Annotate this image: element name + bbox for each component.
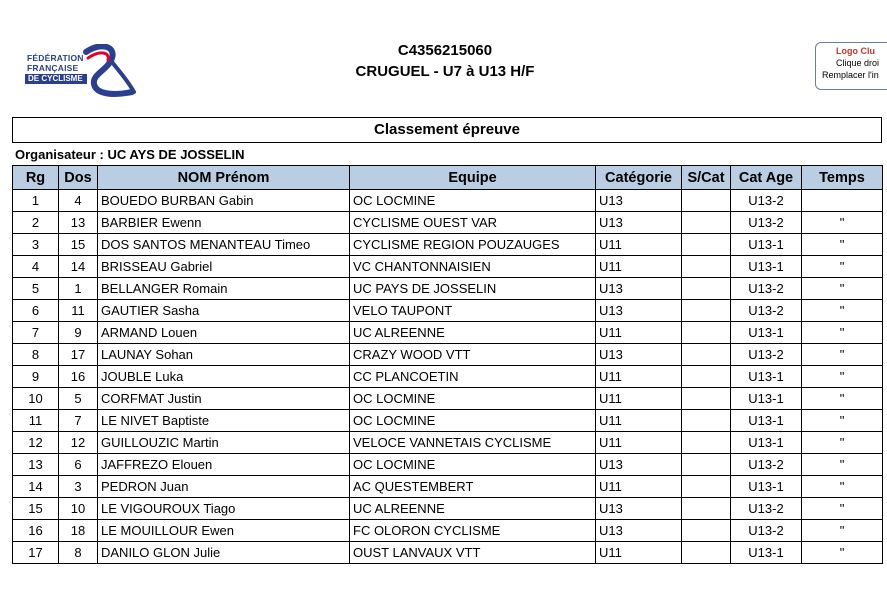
cell-cat-age: U13-2 xyxy=(731,190,802,212)
cell-category: U11 xyxy=(596,542,682,564)
cell-category: U11 xyxy=(596,432,682,454)
cell-team: UC PAYS DE JOSSELIN xyxy=(350,278,596,300)
cell-name: GUILLOUZIC Martin xyxy=(98,432,350,454)
race-code: C4356215060 xyxy=(397,42,493,59)
cell-name: BARBIER Ewenn xyxy=(98,212,350,234)
cell-bib: 10 xyxy=(59,498,98,520)
cell-bib: 17 xyxy=(59,344,98,366)
col-header-category: Catégorie xyxy=(596,166,682,190)
cell-rank: 17 xyxy=(13,542,59,564)
cell-cat-age: U13-1 xyxy=(731,432,802,454)
cell-name: JOUBLE Luka xyxy=(98,366,350,388)
cell-team: OC LOCMINE xyxy=(350,388,596,410)
cell-time: " xyxy=(802,432,883,454)
table-row xyxy=(13,300,883,322)
cell-bib: 1 xyxy=(59,278,98,300)
cell-name: ARMAND Louen xyxy=(98,322,350,344)
cell-bib: 3 xyxy=(59,476,98,498)
cell-team: UC ALREENNE xyxy=(350,322,596,344)
cell-team: UC ALREENNE xyxy=(350,498,596,520)
cell-rank: 8 xyxy=(13,344,59,366)
club-logo-placeholder[interactable] xyxy=(815,42,887,90)
results-body xyxy=(13,190,883,564)
cell-rank: 12 xyxy=(13,432,59,454)
cell-rank: 3 xyxy=(13,234,59,256)
cell-cat-age: U13-2 xyxy=(731,498,802,520)
cell-cat-age: U13-1 xyxy=(731,388,802,410)
cell-rank: 9 xyxy=(13,366,59,388)
cell-name: BELLANGER Romain xyxy=(98,278,350,300)
cell-time: " xyxy=(802,322,883,344)
cell-team: CYCLISME OUEST VAR xyxy=(350,212,596,234)
cell-subcategory xyxy=(682,300,731,322)
cell-team: OC LOCMINE xyxy=(350,410,596,432)
cell-name: LE VIGOUROUX Tiago xyxy=(98,498,350,520)
cell-name: LE NIVET Baptiste xyxy=(98,410,350,432)
cell-cat-age: U13-2 xyxy=(731,300,802,322)
cell-category: U13 xyxy=(596,498,682,520)
cell-subcategory xyxy=(682,278,731,300)
ffc-logo xyxy=(22,44,140,98)
results-table xyxy=(12,165,883,564)
cell-time: " xyxy=(802,344,883,366)
table-row xyxy=(13,190,883,212)
cell-subcategory xyxy=(682,256,731,278)
cell-rank: 14 xyxy=(13,476,59,498)
cell-team: OC LOCMINE xyxy=(350,190,596,212)
table-row xyxy=(13,234,883,256)
cell-category: U13 xyxy=(596,520,682,542)
cell-time: " xyxy=(802,476,883,498)
cell-team: AC QUESTEMBERT xyxy=(350,476,596,498)
cell-time: " xyxy=(802,300,883,322)
cell-team: VC CHANTONNAISIEN xyxy=(350,256,596,278)
cell-category: U11 xyxy=(596,388,682,410)
cell-rank: 4 xyxy=(13,256,59,278)
cell-subcategory xyxy=(682,212,731,234)
logo-line-2: FRANÇAISE xyxy=(27,63,79,73)
cell-bib: 12 xyxy=(59,432,98,454)
cell-time: " xyxy=(802,256,883,278)
cell-subcategory xyxy=(682,388,731,410)
cell-name: JAFFREZO Elouen xyxy=(98,454,350,476)
col-header-name: NOM Prénom xyxy=(98,166,350,190)
cell-bib: 6 xyxy=(59,454,98,476)
cell-cat-age: U13-1 xyxy=(731,542,802,564)
table-row xyxy=(13,212,883,234)
cell-category: U13 xyxy=(596,300,682,322)
cell-rank: 2 xyxy=(13,212,59,234)
cell-name: GAUTIER Sasha xyxy=(98,300,350,322)
cell-bib: 9 xyxy=(59,322,98,344)
cell-rank: 16 xyxy=(13,520,59,542)
cell-time: " xyxy=(802,498,883,520)
cell-time: " xyxy=(802,454,883,476)
cell-rank: 6 xyxy=(13,300,59,322)
cell-name: DOS SANTOS MENANTEAU Timeo xyxy=(98,234,350,256)
cell-rank: 11 xyxy=(13,410,59,432)
cell-category: U13 xyxy=(596,212,682,234)
cell-category: U13 xyxy=(596,278,682,300)
col-header-team: Equipe xyxy=(350,166,596,190)
cell-team: CYCLISME REGION POUZAUGES xyxy=(350,234,596,256)
table-row xyxy=(13,256,883,278)
cell-category: U11 xyxy=(596,410,682,432)
cell-cat-age: U13-1 xyxy=(731,476,802,498)
cell-rank: 1 xyxy=(13,190,59,212)
cell-cat-age: U13-2 xyxy=(731,454,802,476)
col-header-subcategory: S/Cat xyxy=(682,166,731,190)
cell-cat-age: U13-2 xyxy=(731,278,802,300)
cell-cat-age: U13-1 xyxy=(731,234,802,256)
cell-team: OUST LANVAUX VTT xyxy=(350,542,596,564)
table-row xyxy=(13,520,883,542)
table-row xyxy=(13,366,883,388)
cell-team: VELO TAUPONT xyxy=(350,300,596,322)
cell-time: " xyxy=(802,520,883,542)
cell-category: U11 xyxy=(596,322,682,344)
cell-time xyxy=(802,190,883,212)
cell-time: " xyxy=(802,212,883,234)
cell-category: U11 xyxy=(596,256,682,278)
table-row xyxy=(13,542,883,564)
cell-cat-age: U13-2 xyxy=(731,344,802,366)
cell-time: " xyxy=(802,366,883,388)
cell-subcategory xyxy=(682,190,731,212)
cell-subcategory xyxy=(682,410,731,432)
cell-rank: 13 xyxy=(13,454,59,476)
table-row xyxy=(13,498,883,520)
cell-cat-age: U13-1 xyxy=(731,322,802,344)
cell-subcategory xyxy=(682,432,731,454)
cell-bib: 16 xyxy=(59,366,98,388)
table-row xyxy=(13,344,883,366)
table-row xyxy=(13,278,883,300)
section-title: Classement épreuve xyxy=(12,117,882,143)
cell-name: PEDRON Juan xyxy=(98,476,350,498)
cell-name: CORFMAT Justin xyxy=(98,388,350,410)
cell-bib: 15 xyxy=(59,234,98,256)
cell-subcategory xyxy=(682,454,731,476)
cell-name: LAUNAY Sohan xyxy=(98,344,350,366)
cell-subcategory xyxy=(682,476,731,498)
cell-cat-age: U13-1 xyxy=(731,366,802,388)
cell-subcategory xyxy=(682,322,731,344)
cell-time: " xyxy=(802,410,883,432)
cell-subcategory xyxy=(682,234,731,256)
cell-category: U13 xyxy=(596,344,682,366)
cell-team: CRAZY WOOD VTT xyxy=(350,344,596,366)
cell-category: U11 xyxy=(596,234,682,256)
cell-name: BRISSEAU Gabriel xyxy=(98,256,350,278)
cell-time: " xyxy=(802,388,883,410)
table-header-row xyxy=(13,166,883,190)
cell-bib: 11 xyxy=(59,300,98,322)
table-row xyxy=(13,454,883,476)
cell-bib: 14 xyxy=(59,256,98,278)
cell-team: CC PLANCOETIN xyxy=(350,366,596,388)
cell-team: FC OLORON CYCLISME xyxy=(350,520,596,542)
cell-team: VELOCE VANNETAIS CYCLISME xyxy=(350,432,596,454)
cell-name: LE MOUILLOUR Ewen xyxy=(98,520,350,542)
logo-line-1: FÉDÉRATION xyxy=(27,53,84,63)
club-logo-line-1: Logo Clu xyxy=(836,46,875,56)
race-title: CRUGUEL - U7 à U13 H/F xyxy=(355,63,535,80)
logo-line-3: DE CYCLISME xyxy=(25,74,87,84)
table-row xyxy=(13,322,883,344)
cell-subcategory xyxy=(682,520,731,542)
club-logo-line-2: Clique droi xyxy=(836,58,880,68)
cell-time: " xyxy=(802,278,883,300)
table-row xyxy=(13,476,883,498)
table-row xyxy=(13,388,883,410)
cell-subcategory xyxy=(682,344,731,366)
cell-rank: 7 xyxy=(13,322,59,344)
cell-bib: 5 xyxy=(59,388,98,410)
cell-subcategory xyxy=(682,542,731,564)
cell-cat-age: U13-2 xyxy=(731,212,802,234)
cell-name: DANILO GLON Julie xyxy=(98,542,350,564)
cell-time: " xyxy=(802,542,883,564)
ffc-swoosh-icon xyxy=(82,44,142,98)
cell-category: U13 xyxy=(596,190,682,212)
table-row xyxy=(13,432,883,454)
document-header xyxy=(300,40,590,82)
col-header-rg: Rg xyxy=(13,166,59,190)
cell-subcategory xyxy=(682,366,731,388)
organizer-line: Organisateur : UC AYS DE JOSSELIN xyxy=(15,147,245,162)
cell-subcategory xyxy=(682,498,731,520)
cell-team: OC LOCMINE xyxy=(350,454,596,476)
cell-category: U13 xyxy=(596,454,682,476)
col-header-cat-age: Cat Age xyxy=(731,166,802,190)
cell-bib: 18 xyxy=(59,520,98,542)
cell-name: BOUEDO BURBAN Gabin xyxy=(98,190,350,212)
cell-rank: 15 xyxy=(13,498,59,520)
cell-category: U11 xyxy=(596,366,682,388)
cell-time: " xyxy=(802,234,883,256)
cell-cat-age: U13-2 xyxy=(731,520,802,542)
cell-bib: 13 xyxy=(59,212,98,234)
cell-bib: 8 xyxy=(59,542,98,564)
cell-cat-age: U13-1 xyxy=(731,410,802,432)
cell-rank: 10 xyxy=(13,388,59,410)
club-logo-line-3: Remplacer l'in xyxy=(822,70,879,80)
cell-rank: 5 xyxy=(13,278,59,300)
table-row xyxy=(13,410,883,432)
cell-cat-age: U13-1 xyxy=(731,256,802,278)
cell-bib: 7 xyxy=(59,410,98,432)
cell-bib: 4 xyxy=(59,190,98,212)
col-header-time: Temps xyxy=(802,166,883,190)
col-header-dos: Dos xyxy=(59,166,98,190)
cell-category: U11 xyxy=(596,476,682,498)
